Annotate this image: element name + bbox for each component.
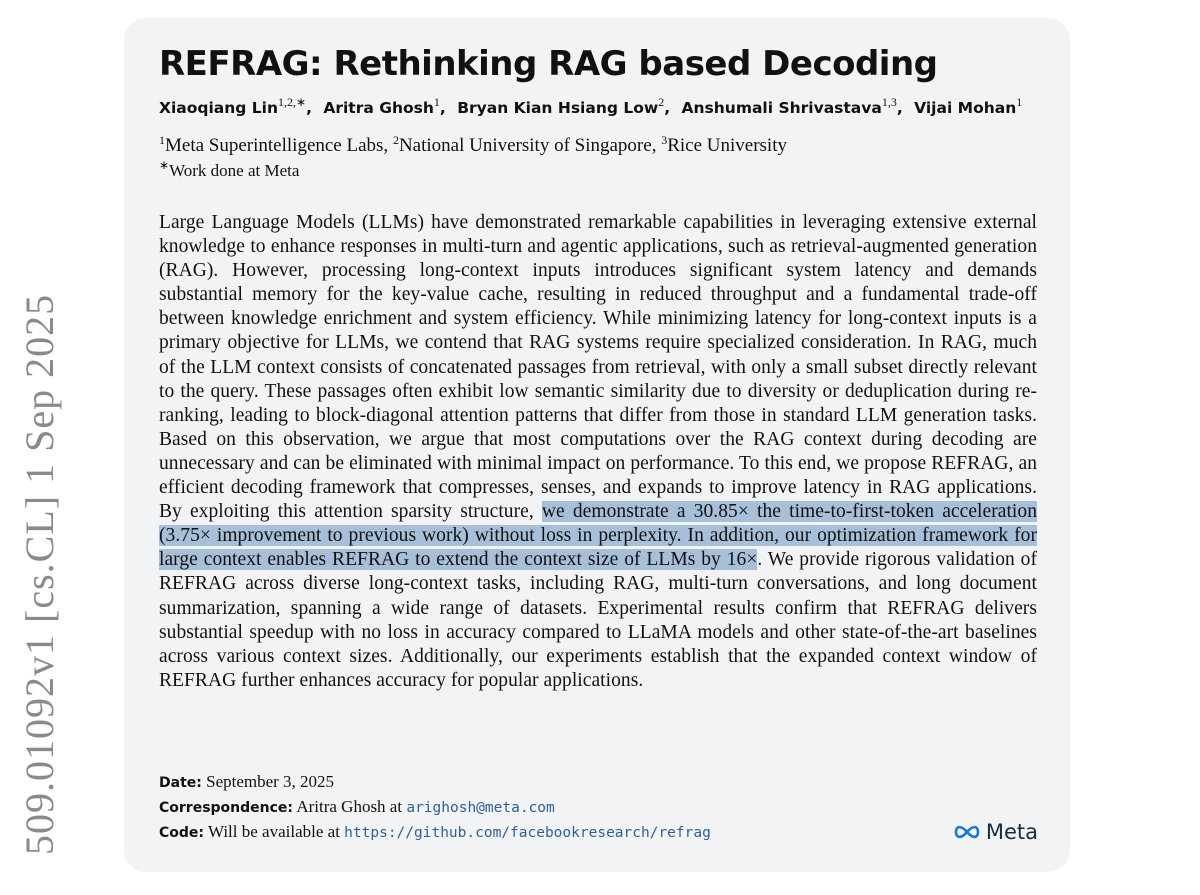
code-row: Code: Will be available at https://github.com/facebookresearch/refrag (159, 822, 711, 841)
meta-logo-text: Meta (985, 820, 1038, 844)
affiliations: $^1$Meta Superintelligence Labs, $^2$National University of Singapore, $^3$Rice University (159, 133, 787, 156)
author: Aritra Ghosh$^1$, (323, 95, 446, 117)
paper-title: REFRAG: Rethinking RAG based Decoding (159, 44, 938, 84)
paper-metadata (159, 770, 711, 845)
author: Vijai Mohan$^1$ (914, 95, 1023, 117)
meta-logo (952, 820, 1038, 844)
footnote-work-done: ∗Work done at Meta (159, 158, 300, 180)
email-link[interactable]: arighosh@meta.com (406, 800, 555, 816)
author-list (159, 95, 1028, 117)
author: Xiaoqiang Lin$^{1,2,∗}$, (159, 95, 312, 117)
paper-card (124, 18, 1070, 872)
author: Anshumali Shrivastava$^{1,3}$, (681, 95, 903, 117)
author: Bryan Kian Hsiang Low$^2$, (457, 95, 671, 117)
meta-infinity-icon (952, 823, 982, 841)
abstract: Large Language Models (LLMs) have demonstrated remarkable capabilities in leveraging extensive external knowledge to enhance responses in multi-turn and agentic applications, such as retrieval-augmented generation (RAG). However, processing long-context inputs introduces significant system latency and demands substantial memory for the key-value cache, resulting in reduced throughput and a fundamental trade-off between knowledge enrichment and system efficiency. While minimizing latency for long-context inputs is a primary objective for LLMs, we contend that RAG systems require specialized consideration. In RAG, much of the LLM context consists of concatenated passages from retrieval, with only a small subset directly relevant to the query. These passages often exhibit low semantic similarity due to diversity or deduplication during re-ranking, leading to block-diagonal attention patterns that differ from those in standard LLM generation tasks. Based on this observation, we argue that most computations over the RAG context during decoding are unnecessary and can be eliminated with minimal impact on performance. To this end, we propose REFRAG, an efficient decoding framework that compresses, senses, and expands to improve latency in RAG applications. By exploiting this attention sparsity structure, we demonstrate a 30.85× the time-to-first-token acceleration (3.75× improvement to previous work) without loss in perplexity. In addition, our optimization framework for large context enables REFRAG to extend the context size of LLMs by 16×. We provide rigorous validation of REFRAG across diverse long-context tasks, including RAG, multi-turn conversations, and long document summarization, spanning a wide range of datasets. Experimental results confirm that REFRAG delivers substantial speedup with no loss in accuracy compared to LLaMA models and other state-of-the-art baselines across various context sizes. Additionally, our experiments establish that the expanded context window of REFRAG further enhances accuracy for popular applications. (159, 212, 1038, 691)
date-row: Date: September 3, 2025 (159, 772, 335, 791)
code-link[interactable]: https://github.com/facebookresearch/refrag (344, 825, 711, 841)
correspondence-row: Correspondence: Aritra Ghosh at arighosh@meta.com (159, 797, 555, 816)
arxiv-identifier-stamp: 509.01092v1 [cs.CL] 1 Sep 2025 (17, 293, 62, 855)
highlighted-selection: we demonstrate a 30.85× the time-to-first-token acceleration (3.75× improvement to previous work) without loss in perplexity. In addition, our optimization framework for large context enables REFRAG to extend the context size of LLMs by 16× (159, 501, 1037, 571)
